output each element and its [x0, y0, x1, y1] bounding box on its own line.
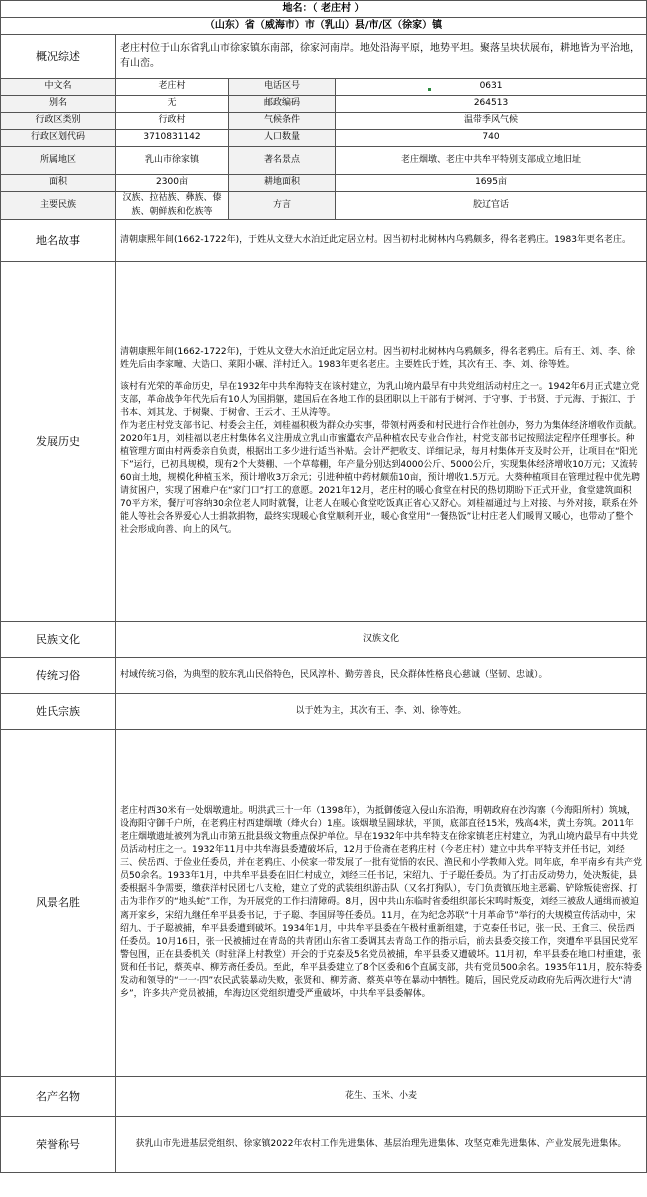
cell-marker	[428, 88, 431, 91]
ethnic-culture-label: 民族文化	[1, 622, 116, 658]
dialect-label: 方言	[229, 192, 336, 220]
climate-value: 温带季风气候	[336, 113, 647, 130]
postcode-value: 264513	[336, 96, 647, 113]
admin-type-value: 行政村	[116, 113, 229, 130]
farmland-label: 耕地面积	[229, 175, 336, 192]
alias-label: 别名	[1, 96, 116, 113]
customs-label: 传统习俗	[1, 658, 116, 694]
area-code-label: 电话区号	[229, 79, 336, 96]
overview-text: 老庄村位于山东省乳山市徐家镇东南部，徐家河南岸。地处沿海平原，地势平坦。聚落呈块状展布，耕地皆为平治地，有山峦。	[116, 35, 647, 79]
history-paragraph: 该村有光荣的革命历史，早在1932年中共牟海特支在该村建立，为乳山境内最早有中共党组活动村庄之一。1942年6月正式建立党支部，革命战争年代先后有10人为国捐躯，建国后在各地工作的县团职以上干部有于树河、于守事、于书贤、于元海、于振江、于书本、刘其龙、于树聚、于树會、王云才、王从涛等。	[120, 381, 640, 418]
admin-region-heading: （山东）省（威海市）市（乳山）县/市/区（徐家）镇	[1, 18, 647, 35]
area-value: 2300亩	[116, 175, 229, 192]
area-label: 面积	[1, 175, 116, 192]
admin-type-label: 行政区类别	[1, 113, 116, 130]
customs-text: 村域传统习俗，为典型的胶东乳山民俗特色，民风淳朴、勤劳善良，民众群体性格良心慈诚（坚韧、忠诚）。	[116, 658, 647, 694]
history-paragraph: 清朝康熙年间(1662-1722年)，于姓从文登大水泊迁此定居立村。因当初村北树林内乌鸦颇多，得名老鸦庄。后有王、刘、李、徐姓先后由李家疃、大诰口、莱阳小碾、洋村迁入。1983年更名老庄。主要姓氏于姓，其次有王、李、刘、徐等姓。	[120, 346, 636, 370]
admin-code-label: 行政区划代码	[1, 130, 116, 147]
history-label: 发展历史	[1, 262, 116, 622]
location-label: 所属地区	[1, 147, 116, 175]
scenery-label: 风景名胜	[1, 730, 116, 1077]
climate-label: 气候条件	[229, 113, 336, 130]
dialect-value: 胶辽官话	[336, 192, 647, 220]
surnames-label: 姓氏宗族	[1, 694, 116, 730]
cn-name-label: 中文名	[1, 79, 116, 96]
cn-name-value: 老庄村	[116, 79, 229, 96]
location-value: 乳山市徐家镇	[116, 147, 229, 175]
history-text	[116, 262, 647, 622]
scenery-text: 老庄村西30米有一处烟墩遗址。明洪武三十一年（1398年），为抵御倭寇入侵山东沿海，明朝政府在沙沟寨（今海阳所村）筑城，设海阳守御千户所，在老鸦庄村西建烟墩（烽火台）1座。该烟墩呈圆球状，平顶，底部直径15米，残高4米，黄土夯筑。2011年老庄烟墩遗址被列为乳山市第五批县级文物重点保护单位。早在1932年中共牟特支在徐家镇老庄村建立，为乳山境内最早有中共党员活动村庄之一。1932年11月中共牟海县委遭破坏后，12月于俭斋在老鸦庄村（今老庄村）建立中共牟平特支并任书记，刘经三、侯岳西、于俭业任委员，并在老鸦庄、小侯家一带发展了一批有觉悟的农民、渔民和小学教师入党。同年底，牟平南乡有共产党员50余名。1933年1月，中共牟平县委在旧仁村成立，刘经三任书记，宋绍九、于子聪任委员。为了打击反动势力，处决叛徒，县委根据斗争需要，缴获洋村民团七八支枪，建立了党的武装组织游击队（又名打狗队），专门负责镇压地主恶霸、铲除叛徒密探、打击为非作歹的“地头蛇”工作，为开展党的工作扫清障碍。8月，因中共山东临时省委组织部长宋鸣时叛变，刘经三被敌人通缉而被迫离开家乡，宋绍九继任牟平县委书记，于子聪、李国屏等任委员。11月，在为纪念苏联“十月革命节”举行的大规模宣传活动中，宋绍九、于子聪被捕，牟平县委遭到破坏。1934年1月，中共牟平县委在午极村重新组建，于克泰任书记，张一民、王食三、侯岳西任委员。10月16日，张一民被捕过在青岛的共青团山东省工委调其去青岛工作的指示后，前去县委交接工作，突遭牟平县国民党军警包围，正在县委机关（时驻泽上村教堂）开会的于克泰及5名党员被捕，牟平县委又遭破坏。11月初，牟平县委在地口村重建，张贤和任书记，蔡英卓、柳芳斋任委员。至此，牟平县委建立了8个区委和6个直属支部，共有党员500余名。1935年11月，胶东特委发动和领导的“一一·四”农民武装暴动失败，张贤和、柳芳斋、蔡英卓等在暴动中牺牲。随后，国民党反动政府先后两次进行大“清乡”，许多共产党员被捕，牟海边区党组织遭受严重破坏，中共牟平县委解体。	[116, 730, 647, 1077]
story-text: 清朝康熙年间(1662-1722年)，于姓从文登大水泊迁此定居立村。因当初村北树林内乌鸦颇多，得名老鸦庄。1983年更名老庄。	[116, 220, 647, 262]
sights-value: 老庄烟墩、老庄中共牟平特别支部成立地旧址	[336, 147, 647, 175]
products-label: 名产名物	[1, 1077, 116, 1117]
ethnic-label: 主要民族	[1, 192, 116, 220]
alias-value: 无	[116, 96, 229, 113]
postcode-label: 邮政编码	[229, 96, 336, 113]
honors-label: 荣誉称号	[1, 1117, 116, 1173]
population-value: 740	[336, 130, 647, 147]
ethnic-culture-text: 汉族文化	[116, 622, 647, 658]
story-label: 地名故事	[1, 220, 116, 262]
area-code-value: 0631	[336, 79, 647, 96]
products-text: 花生、玉米、小麦	[116, 1077, 647, 1117]
surnames-text: 以于姓为主，其次有王、李、刘、徐等姓。	[116, 694, 647, 730]
ethnic-value: 汉族、拉祜族、彝族、傣族、朝鲜族和仡族等	[116, 192, 229, 220]
overview-label: 概况综述	[1, 35, 116, 79]
place-name-heading: 地名：（ 老庄村 ）	[1, 1, 647, 18]
sights-label: 著名景点	[229, 147, 336, 175]
farmland-value: 1695亩	[336, 175, 647, 192]
population-label: 人口数量	[229, 130, 336, 147]
admin-code-value: 3710831142	[116, 130, 229, 147]
history-paragraph: 2020年1月，刘桂福以老庄村集体名义注册成立乳山市蜜蠹农产品种植农民专业合作社，村党支部书记按照法定程序任理事长。种植管理方面由村两委亲自负责，根据出工多少进行适当补贴。会计严把收支、详细记录，每月村集体开支及时公开，让项目在“阳光下”运行，已初具规模，现有2个大葵棚、一个草莓棚，年产量分别达到4000公斤、5000公斤，实现集体经济增收10万元；又流转60亩土地，规模化种植玉米，预计增收3万余元；引进种植中药材颇茄10亩，预计增收1.5万元。大葵种植项目在管理过程中优先聘请贫困户，实现了困难户在“家门口”打工的意愿。2021年12月，老庄村的暖心食堂在村民的热切期盼下正式开业，食堂建筑面积70平方米，餐厅可容纳30余位老人同时就餐，让老人在暖心食堂吃饭真正省心又舒心。刘桂福通过与上对接、与外对接，联系在外能人等社会各界爱心人士捐款捐物，最终实现暖心食堂顺利开业，暖心食堂用“一餐热饭”让村庄老人们暖胃又暖心，也带动了整个社会形成向善、向上的风气。	[120, 433, 640, 536]
honors-text: 获乳山市先进基层党组织、徐家镇2022年农村工作先进集体、基层治理先进集体、攻坚克难先进集体、产业发展先进集体。	[116, 1117, 647, 1173]
history-paragraph: 作为老庄村党支部书记、村委会主任，刘桂福积极为群众办实事，带领村两委和村民进行合作社创办，努力为集体经济增收作贡献。	[120, 420, 643, 431]
